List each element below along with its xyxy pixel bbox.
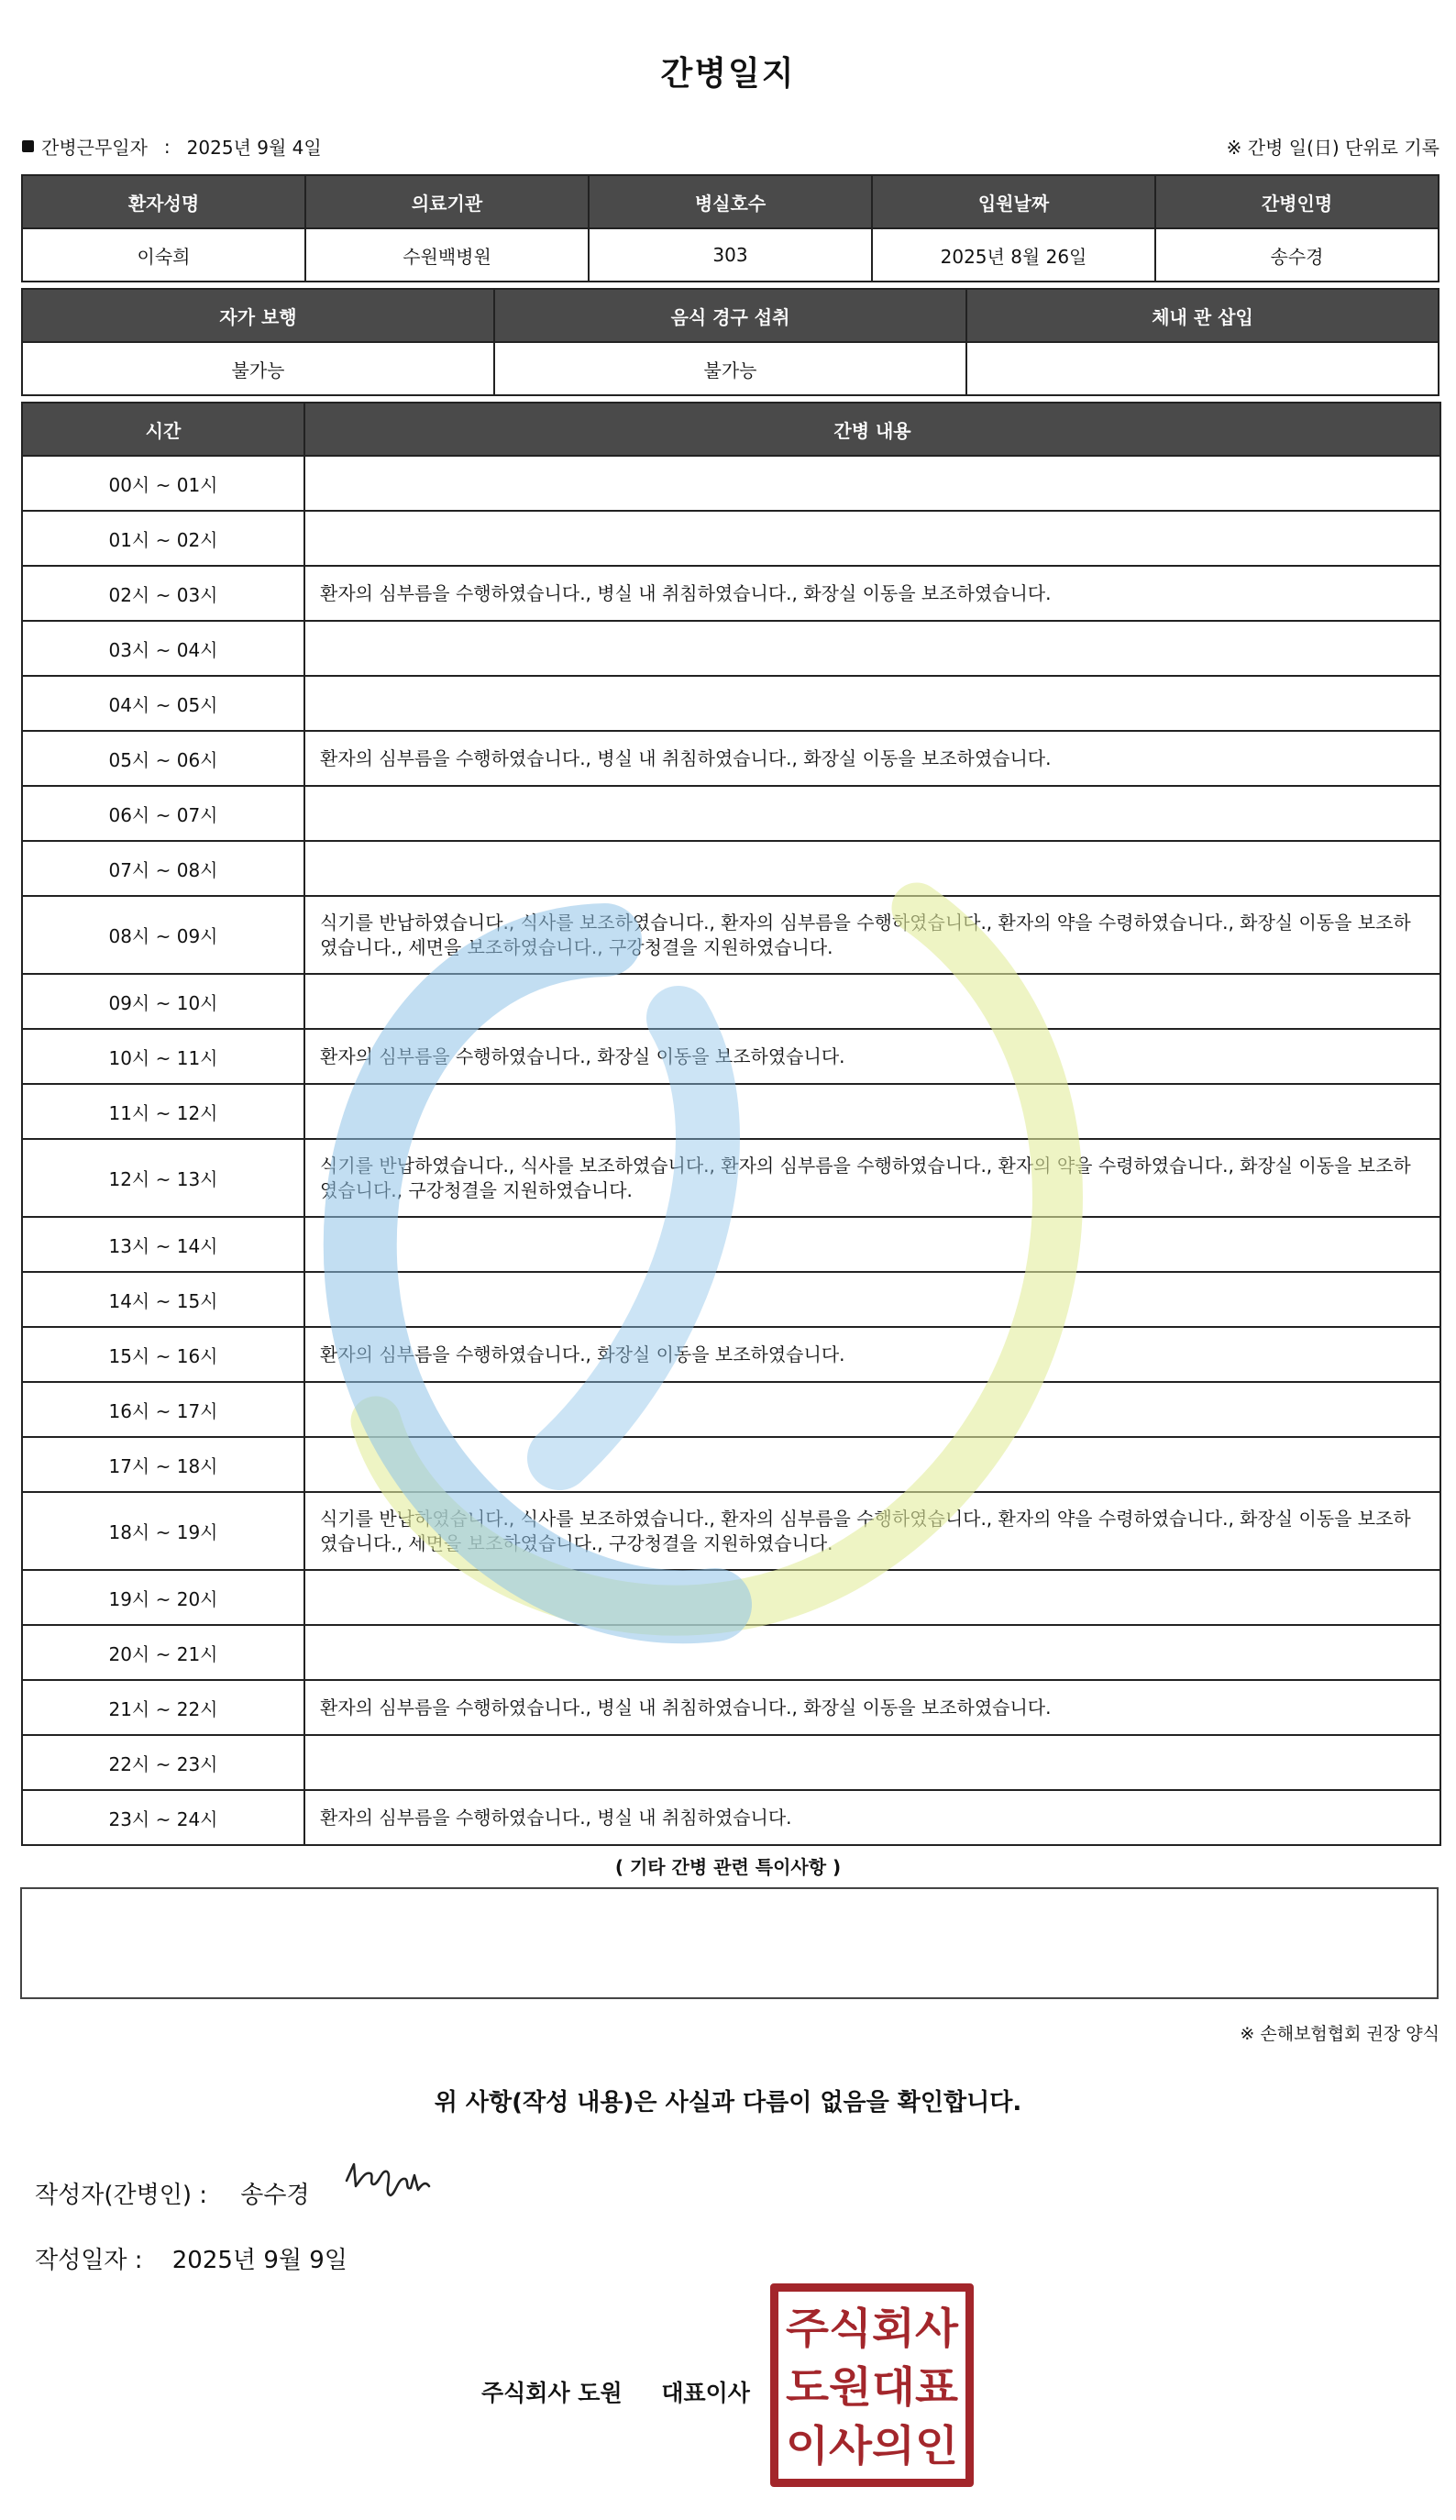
time-cell: 11시 ~ 12시 (22, 1084, 304, 1139)
svg-text:도원대표: 도원대표 (786, 2362, 959, 2412)
svg-text:이사의인: 이사의인 (786, 2421, 958, 2470)
time-cell: 16시 ~ 17시 (22, 1382, 304, 1437)
time-cell: 00시 ~ 01시 (22, 456, 304, 511)
tube-insertion-value (966, 342, 1439, 395)
time-cell: 18시 ~ 19시 (22, 1492, 304, 1570)
header-self-walking: 자가 보행 (22, 289, 494, 342)
caregiver-name-value: 송수경 (1155, 228, 1439, 282)
table-row (22, 1437, 1440, 1492)
header-tube-insertion: 체내 관 삽입 (966, 289, 1439, 342)
table-row (22, 1790, 1440, 1845)
content-cell (304, 1437, 1440, 1492)
time-cell: 12시 ~ 13시 (22, 1139, 304, 1217)
table-row (22, 621, 1440, 676)
content-cell (304, 1570, 1440, 1625)
time-cell: 22시 ~ 23시 (22, 1735, 304, 1790)
time-cell: 17시 ~ 18시 (22, 1437, 304, 1492)
hospital-value: 수원백병원 (305, 228, 589, 282)
table-row (22, 1029, 1440, 1084)
table-row (22, 1327, 1440, 1382)
confirmation-statement: 위 사항(작성 내용)은 사실과 다름이 없음을 확인합니다. (434, 2089, 1022, 2117)
status-header-row (22, 289, 1439, 342)
header-room-number: 병실호수 (589, 175, 872, 228)
content-cell (304, 786, 1440, 841)
table-row (22, 786, 1440, 841)
patient-info-header-row (22, 175, 1439, 228)
self-walking-value: 불가능 (22, 342, 494, 395)
table-row (22, 456, 1440, 511)
company-seal-icon (770, 2283, 974, 2487)
work-date-separator: : (163, 135, 171, 158)
table-row (22, 1084, 1440, 1139)
write-date-value: 2025년 9월 9일 (171, 2247, 347, 2274)
content-cell (304, 1625, 1440, 1680)
remarks-title: ( 기타 간병 관련 특이사항 ) (614, 1856, 842, 1878)
table-row (22, 1217, 1440, 1272)
content-cell (304, 1735, 1440, 1790)
patient-name-value: 이숙희 (22, 228, 305, 282)
content-cell: 환자의 심부름을 수행하였습니다., 병실 내 취침하였습니다. (304, 1790, 1440, 1845)
time-cell: 21시 ~ 22시 (22, 1680, 304, 1735)
document-title: 간병일지 (660, 55, 796, 93)
table-row (22, 731, 1440, 786)
content-cell (304, 511, 1440, 566)
work-date-line (22, 133, 322, 160)
admission-date-value: 2025년 8월 26일 (872, 228, 1155, 282)
content-cell (304, 1084, 1440, 1139)
work-date-label: 간병근무일자 (41, 137, 148, 159)
time-cell: 02시 ~ 03시 (22, 566, 304, 621)
time-cell: 14시 ~ 15시 (22, 1272, 304, 1327)
table-row (22, 1735, 1440, 1790)
table-row (22, 1492, 1440, 1570)
oral-intake-value: 불가능 (494, 342, 966, 395)
company-line (481, 2375, 750, 2408)
bullet-square-icon (22, 140, 34, 152)
status-value-row (22, 342, 1439, 395)
time-cell: 13시 ~ 14시 (22, 1217, 304, 1272)
time-cell: 04시 ~ 05시 (22, 676, 304, 731)
time-cell: 07시 ~ 08시 (22, 841, 304, 896)
time-cell: 15시 ~ 16시 (22, 1327, 304, 1382)
writer-label: 작성자(간병인) : (35, 2182, 208, 2209)
time-cell: 23시 ~ 24시 (22, 1790, 304, 1845)
table-row (22, 974, 1440, 1029)
time-cell: 20시 ~ 21시 (22, 1625, 304, 1680)
header-hospital: 의료기관 (305, 175, 589, 228)
content-cell (304, 621, 1440, 676)
table-row (22, 1272, 1440, 1327)
header-patient-name: 환자성명 (22, 175, 305, 228)
seal-text-graphic (778, 2292, 965, 2479)
table-row (22, 1382, 1440, 1437)
write-date-label: 작성일자 : (35, 2247, 143, 2274)
content-cell: 환자의 심부름을 수행하였습니다., 병실 내 취침하였습니다., 화장실 이동을 보조하였습니다. (304, 731, 1440, 786)
time-cell: 19시 ~ 20시 (22, 1570, 304, 1625)
content-cell (304, 676, 1440, 731)
table-row (22, 511, 1440, 566)
time-cell: 06시 ~ 07시 (22, 786, 304, 841)
table-row (22, 1625, 1440, 1680)
header-admission-date: 입원날짜 (872, 175, 1155, 228)
table-row (22, 1139, 1440, 1217)
care-log-header-row (22, 403, 1440, 456)
writer-line (35, 2176, 310, 2210)
representative-title: 대표이사 (661, 2380, 750, 2406)
content-cell: 식기를 반납하였습니다., 식사를 보조하였습니다., 환자의 심부름을 수행하였습니다., 환자의 약을 수령하였습니다., 화장실 이동을 보조하였습니다., 세면을 보조하였습니다., 구강청결을 지원하였습니다. (304, 1492, 1440, 1570)
content-cell: 식기를 반납하였습니다., 식사를 보조하였습니다., 환자의 심부름을 수행하였습니다., 환자의 약을 수령하였습니다., 화장실 이동을 보조하였습니다., 구강청결을 지원하였습니다. (304, 1139, 1440, 1217)
content-cell: 환자의 심부름을 수행하였습니다., 병실 내 취침하였습니다., 화장실 이동을 보조하였습니다. (304, 566, 1440, 621)
patient-info-table (21, 174, 1439, 282)
signature-icon (341, 2153, 442, 2205)
writer-name: 송수경 (240, 2182, 310, 2209)
care-log-table (21, 402, 1441, 1846)
time-cell: 10시 ~ 11시 (22, 1029, 304, 1084)
content-cell (304, 1217, 1440, 1272)
table-row (22, 1680, 1440, 1735)
table-row (22, 896, 1440, 974)
company-name: 주식회사 도원 (481, 2380, 623, 2406)
patient-info-value-row (22, 228, 1439, 282)
content-cell: 환자의 심부름을 수행하였습니다., 화장실 이동을 보조하였습니다. (304, 1029, 1440, 1084)
time-cell: 05시 ~ 06시 (22, 731, 304, 786)
content-cell: 식기를 반납하였습니다., 식사를 보조하였습니다., 환자의 심부름을 수행하였습니다., 환자의 약을 수령하였습니다., 화장실 이동을 보조하였습니다., 세면을 보조하였습니다., 구강청결을 지원하였습니다. (304, 896, 1440, 974)
content-cell (304, 974, 1440, 1029)
table-row (22, 566, 1440, 621)
header-care-content: 간병 내용 (304, 403, 1440, 456)
svg-text:주식회사: 주식회사 (786, 2304, 959, 2353)
content-cell: 환자의 심부름을 수행하였습니다., 화장실 이동을 보조하였습니다. (304, 1327, 1440, 1382)
table-row (22, 676, 1440, 731)
time-cell: 08시 ~ 09시 (22, 896, 304, 974)
table-row (22, 1570, 1440, 1625)
content-cell (304, 841, 1440, 896)
write-date-line (35, 2241, 347, 2275)
time-cell: 03시 ~ 04시 (22, 621, 304, 676)
header-caregiver-name: 간병인명 (1155, 175, 1439, 228)
remarks-box (20, 1887, 1439, 1999)
content-cell (304, 1382, 1440, 1437)
content-cell (304, 1272, 1440, 1327)
time-cell: 01시 ~ 02시 (22, 511, 304, 566)
time-cell: 09시 ~ 10시 (22, 974, 304, 1029)
patient-status-table (21, 288, 1439, 396)
content-cell: 환자의 심부름을 수행하였습니다., 병실 내 취침하였습니다., 화장실 이동을 보조하였습니다. (304, 1680, 1440, 1735)
header-oral-intake: 음식 경구 섭취 (494, 289, 966, 342)
table-row (22, 841, 1440, 896)
content-cell (304, 456, 1440, 511)
work-date-value: 2025년 9월 4일 (186, 137, 322, 159)
header-time: 시간 (22, 403, 304, 456)
source-note: ※ 손해보험협회 권장 양식 (1240, 2024, 1439, 2044)
room-number-value: 303 (589, 228, 872, 282)
unit-note: ※ 간병 일(日) 단위로 기록 (1226, 137, 1439, 159)
